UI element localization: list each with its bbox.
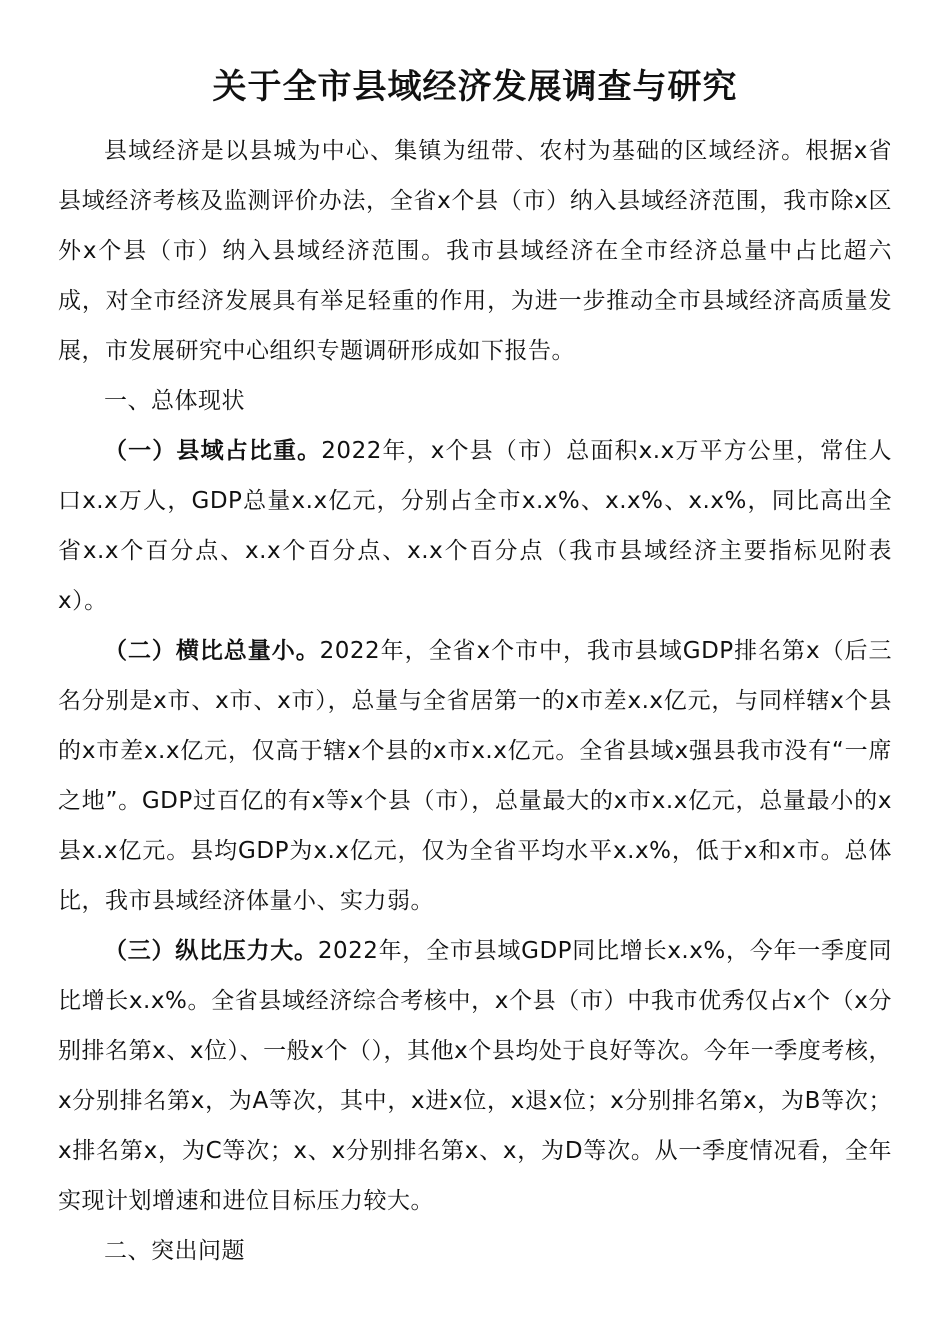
subsection-text-3: 2022年，全市县域GDP同比增长x.x%，今年一季度同比增长x.x%。全省县域经济综合考核中，x个县（市）中我市优秀仅占x个（x分别排名第x、x位）、一般x个（），其他x个县均处于良好等次。今年一季度考核，x分别排名第x，为A等次，其中，x进x位，x退x位；x分别排名第x，为B等次；x排名第x，为C等次；x、x分别排名第x、x，为D等次。从一季度情况看，全年实现计划增速和进位目标压力较大。 (58, 938, 893, 1214)
subsection-paragraph-1 (58, 426, 892, 626)
subsection-lead-1: （一）县域占比重。 (104, 438, 322, 464)
section-heading-problems: 二、突出问题 (104, 1238, 245, 1264)
subsection-paragraph-2 (58, 626, 892, 926)
subsection-lead-2: （二）横比总量小。 (104, 638, 320, 664)
subsection-text-2: 2022年，全省x个市中，我市县域GDP排名第x（后三名分别是x市、x市、x市），总量与全省居第一的x市差x.x亿元，与同样辖x个县的x市差x.x亿元，仅高于辖x个县的x市x.x亿元。全省县域x强县我市没有“一席之地”。GDP过百亿的有x等x个县（市），总量最大的x市x.x亿元，总量最小的x县x.x亿元。县均GDP为x.x亿元，仅为全省平均水平x.x%，低于x和x市。总体比，我市县域经济体量小、实力弱。 (58, 638, 892, 914)
intro-paragraph: 县域经济是以县城为中心、集镇为纽带、农村为基础的区域经济。根据x省县域经济考核及监测评价办法，全省x个县（市）纳入县域经济范围，我市除x区外x个县（市）纳入县域经济范围。我市县域经济在全市经济总量中占比超六成，对全市经济发展具有举足轻重的作用，为进一步推动全市县域经济高质量发展，市发展研究中心组织专题调研形成如下报告。 (58, 138, 892, 364)
document-title: 关于全市县域经济发展调查与研究 (212, 67, 738, 107)
subsection-paragraph-3 (58, 926, 892, 1226)
section-heading-overview: 一、总体现状 (104, 388, 245, 414)
subsection-text-1: 2022年，x个县（市）总面积x.x万平方公里，常住人口x.x万人，GDP总量x.x亿元，分别占全市x.x%、x.x%、x.x%，同比高出全省x.x个百分点、x.x个百分点、x.x个百分点（我市县域经济主要指标见附表x）。 (58, 438, 892, 614)
subsection-lead-3: （三）纵比压力大。 (104, 938, 318, 964)
